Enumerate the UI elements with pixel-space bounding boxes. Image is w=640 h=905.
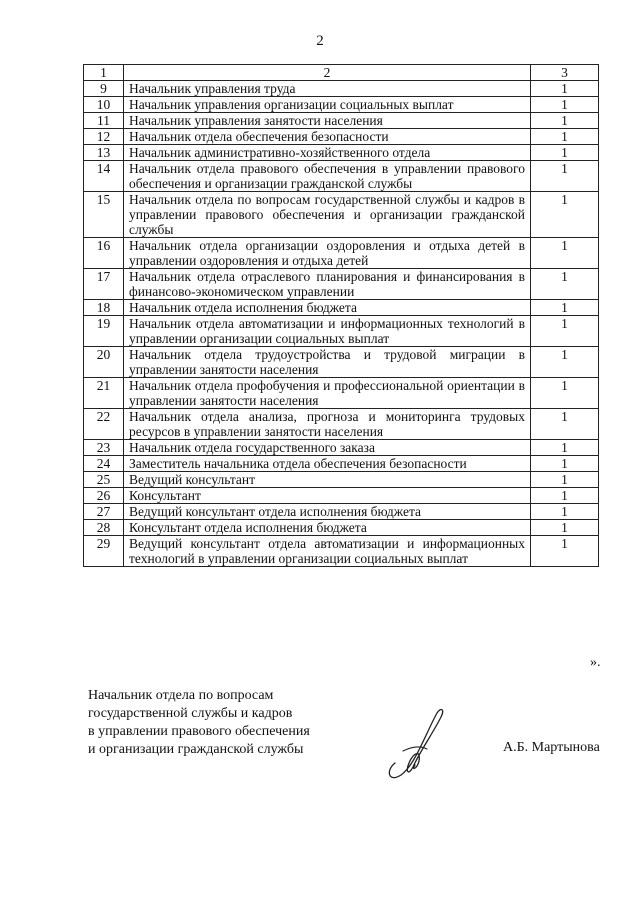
table-row: [84, 504, 599, 520]
position-name: Ведущий консультант: [124, 472, 531, 488]
position-name: Начальник отдела трудоустройства и трудовой миграции в управлении занятости населения: [124, 347, 531, 378]
table-row: [84, 536, 599, 567]
table-row: [84, 488, 599, 504]
row-number: 21: [84, 378, 124, 409]
position-name: Начальник отдела профобучения и профессиональной ориентации в управлении занятости населения: [124, 378, 531, 409]
position-name: Начальник отдела обеспечения безопасности: [124, 129, 531, 145]
row-number: 9: [84, 81, 124, 97]
position-quantity: 1: [531, 113, 599, 129]
position-name: Начальник отдела исполнения бюджета: [124, 300, 531, 316]
position-name: Начальник управления труда: [124, 81, 531, 97]
position-quantity: 1: [531, 456, 599, 472]
position-name: Ведущий консультант отдела автоматизации и информационных технологий в управлении организации социальных выплат: [124, 536, 531, 567]
row-number: 23: [84, 440, 124, 456]
position-name: Начальник отдела по вопросам государственной службы и кадров в управлении правового обеспечения и организации гражданской службы: [124, 192, 531, 238]
row-number: 18: [84, 300, 124, 316]
row-number: 26: [84, 488, 124, 504]
table-row: [84, 347, 599, 378]
position-quantity: 1: [531, 192, 599, 238]
column-header: 3: [531, 65, 599, 81]
table-row: [84, 440, 599, 456]
signer-title-line: Начальник отдела по вопросам: [88, 688, 274, 703]
signer-name: А.Б. Мартынова: [503, 740, 600, 755]
position-quantity: 1: [531, 269, 599, 300]
table-row: [84, 161, 599, 192]
table-row: [84, 316, 599, 347]
column-header: 1: [84, 65, 124, 81]
position-name: Начальник отдела отраслевого планирования и финансирования в финансово-экономическом управлении: [124, 269, 531, 300]
position-quantity: 1: [531, 409, 599, 440]
position-quantity: 1: [531, 488, 599, 504]
row-number: 22: [84, 409, 124, 440]
row-number: 28: [84, 520, 124, 536]
position-name: Заместитель начальника отдела обеспечения безопасности: [124, 456, 531, 472]
position-quantity: 1: [531, 347, 599, 378]
table-row: [84, 520, 599, 536]
position-name: Начальник управления занятости населения: [124, 113, 531, 129]
table-row: [84, 269, 599, 300]
table-header-row: [84, 65, 599, 81]
table-row: [84, 238, 599, 269]
position-name: Начальник управления организации социальных выплат: [124, 97, 531, 113]
row-number: 25: [84, 472, 124, 488]
row-number: 29: [84, 536, 124, 567]
positions-table: [83, 64, 599, 567]
row-number: 19: [84, 316, 124, 347]
row-number: 14: [84, 161, 124, 192]
position-quantity: 1: [531, 300, 599, 316]
position-name: Консультант отдела исполнения бюджета: [124, 520, 531, 536]
position-name: Начальник административно-хозяйственного отдела: [124, 145, 531, 161]
position-quantity: 1: [531, 316, 599, 347]
position-name: Начальник отдела анализа, прогноза и мониторинга трудовых ресурсов в управлении занятости населения: [124, 409, 531, 440]
position-quantity: 1: [531, 378, 599, 409]
position-name: Начальник отдела организации оздоровления и отдыха детей в управлении оздоровления и отдыха детей: [124, 238, 531, 269]
signer-title-line: государственной службы и кадров: [88, 706, 293, 721]
table-row: [84, 300, 599, 316]
position-quantity: 1: [531, 440, 599, 456]
table-row: [84, 472, 599, 488]
closing-quote-mark: ».: [590, 655, 601, 670]
signer-title: [88, 687, 310, 759]
position-quantity: 1: [531, 97, 599, 113]
position-name: Начальник отдела автоматизации и информационных технологий в управлении организации социальных выплат: [124, 316, 531, 347]
row-number: 11: [84, 113, 124, 129]
row-number: 16: [84, 238, 124, 269]
table-row: [84, 378, 599, 409]
row-number: 20: [84, 347, 124, 378]
position-quantity: 1: [531, 520, 599, 536]
position-quantity: 1: [531, 161, 599, 192]
position-quantity: 1: [531, 504, 599, 520]
table-row: [84, 113, 599, 129]
position-name: Консультант: [124, 488, 531, 504]
table-row: [84, 192, 599, 238]
position-quantity: 1: [531, 81, 599, 97]
row-number: 24: [84, 456, 124, 472]
position-quantity: 1: [531, 238, 599, 269]
position-name: Ведущий консультант отдела исполнения бюджета: [124, 504, 531, 520]
position-name: Начальник отдела государственного заказа: [124, 440, 531, 456]
position-quantity: 1: [531, 129, 599, 145]
table-row: [84, 145, 599, 161]
signer-title-line: в управлении правового обеспечения: [88, 724, 310, 739]
row-number: 15: [84, 192, 124, 238]
row-number: 13: [84, 145, 124, 161]
table-row: [84, 129, 599, 145]
position-name: Начальник отдела правового обеспечения в управлении правового обеспечения и организации гражданской службы: [124, 161, 531, 192]
position-quantity: 1: [531, 536, 599, 567]
row-number: 17: [84, 269, 124, 300]
column-header: 2: [124, 65, 531, 81]
position-quantity: 1: [531, 145, 599, 161]
page-number: 2: [316, 33, 324, 49]
row-number: 10: [84, 97, 124, 113]
row-number: 12: [84, 129, 124, 145]
table-row: [84, 81, 599, 97]
table-row: [84, 409, 599, 440]
signer-title-line: и организации гражданской службы: [88, 742, 304, 757]
position-quantity: 1: [531, 472, 599, 488]
row-number: 27: [84, 504, 124, 520]
table-row: [84, 97, 599, 113]
handwritten-signature: [375, 705, 455, 785]
table-row: [84, 456, 599, 472]
